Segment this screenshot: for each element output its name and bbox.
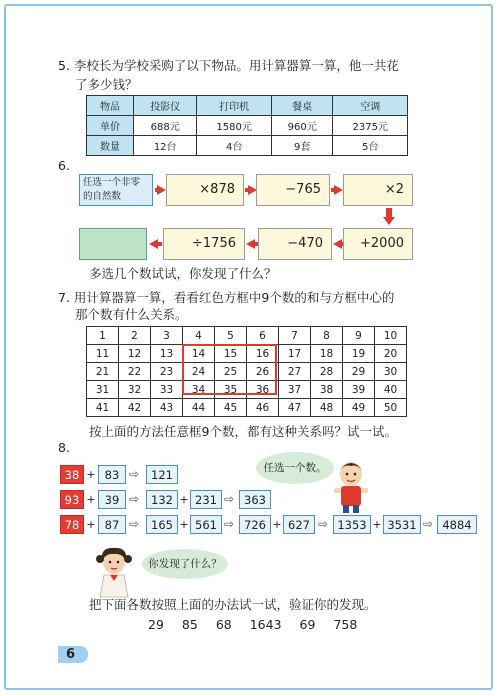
- grid-cell: 47: [279, 399, 311, 417]
- grid-cell: 46: [247, 399, 279, 417]
- arrow-right-icon: ⇨: [224, 492, 235, 506]
- grid-cell: 16: [247, 345, 279, 363]
- table-cell: 12台: [134, 136, 197, 156]
- list-item: 68: [215, 617, 232, 632]
- grid-cell: 2: [119, 327, 151, 345]
- number-box: 39: [98, 490, 126, 509]
- grid-cell: 10: [375, 327, 407, 345]
- number-box: 83: [98, 465, 126, 484]
- q7-text-line2: 那个数有什么关系。: [75, 307, 188, 322]
- page-number: 6: [66, 647, 76, 662]
- grid-cell: 24: [183, 363, 215, 381]
- q6-number: 6.: [58, 158, 70, 173]
- number-box: 363: [239, 490, 271, 509]
- grid-cell: 8: [311, 327, 343, 345]
- grid-cell: 44: [183, 399, 215, 417]
- grid-cell: 50: [375, 399, 407, 417]
- q5-price-table: [86, 95, 408, 156]
- grid-cell: 4: [183, 327, 215, 345]
- grid-cell: 37: [279, 381, 311, 399]
- grid-cell: 40: [375, 381, 407, 399]
- table-cell: 9套: [271, 136, 333, 156]
- grid-cell: 45: [215, 399, 247, 417]
- grid-cell: 42: [119, 399, 151, 417]
- q7-text-line1: 7. 用计算器算一算，看看红色方框中9个数的和与方框中心的: [58, 290, 395, 305]
- q5-text-line1: 5. 李校长为学校采购了以下物品。用计算器算一算，他一共花: [58, 58, 399, 73]
- number-box: 627: [283, 515, 315, 534]
- start-number-box: 38: [60, 465, 84, 484]
- grid-cell: 15: [215, 345, 247, 363]
- q6-result-box: [79, 228, 147, 260]
- arrow-right-icon: ⇨: [129, 517, 140, 531]
- q6-op-box: ÷1756: [163, 228, 245, 260]
- arrow-right-icon: ⇨: [224, 517, 235, 531]
- grid-cell: 35: [215, 381, 247, 399]
- table-header: 空调: [333, 96, 408, 116]
- q8-number-list: [148, 617, 357, 633]
- grid-cell: 49: [343, 399, 375, 417]
- grid-cell: 28: [311, 363, 343, 381]
- q8-number: 8.: [58, 440, 70, 455]
- red-selection-frame: [182, 344, 277, 395]
- grid-cell: 11: [87, 345, 119, 363]
- number-box: 4884: [437, 515, 477, 534]
- number-box: 726: [239, 515, 271, 534]
- plus-sign: +: [179, 493, 189, 506]
- number-box: 87: [98, 515, 126, 534]
- grid-cell: 20: [375, 345, 407, 363]
- grid-cell: 7: [279, 327, 311, 345]
- q6-op-box: +2000: [343, 228, 413, 260]
- grid-cell: 12: [119, 345, 151, 363]
- grid-cell: 41: [87, 399, 119, 417]
- arrow-right-icon: ⇨: [129, 467, 140, 481]
- start-number-box: 78: [60, 515, 84, 534]
- table-header: 物品: [87, 96, 134, 116]
- arrow-right-icon: ⇨: [423, 517, 434, 531]
- table-cell: 1580元: [197, 116, 272, 136]
- grid-cell: 23: [151, 363, 183, 381]
- plus-sign: +: [86, 468, 96, 481]
- list-item: 758: [333, 617, 358, 632]
- number-box: 1353: [333, 515, 371, 534]
- q6-op-box: −765: [256, 174, 330, 206]
- grid-cell: 27: [279, 363, 311, 381]
- table-cell: 4台: [197, 136, 272, 156]
- number-box: 231: [190, 490, 222, 509]
- grid-cell: 38: [311, 381, 343, 399]
- table-header: 投影仪: [134, 96, 197, 116]
- list-item: 1643: [249, 617, 282, 632]
- table-header: 打印机: [197, 96, 272, 116]
- plus-sign: +: [272, 518, 282, 531]
- q6-op-box: −470: [258, 228, 332, 260]
- grid-cell: 39: [343, 381, 375, 399]
- start-number-box: 93: [60, 490, 84, 509]
- speech-bubble-girl: 你发现了什么？: [142, 549, 228, 579]
- q6-start-label: 任选一个非零的自然数: [79, 174, 153, 206]
- grid-cell: 9: [343, 327, 375, 345]
- grid-cell: 32: [119, 381, 151, 399]
- grid-cell: 33: [151, 381, 183, 399]
- table-cell: 688元: [134, 116, 197, 136]
- grid-cell: 30: [375, 363, 407, 381]
- grid-cell: 29: [343, 363, 375, 381]
- number-box: 165: [146, 515, 178, 534]
- plus-sign: +: [372, 518, 382, 531]
- arrow-right-icon: ⇨: [318, 517, 329, 531]
- grid-cell: 13: [151, 345, 183, 363]
- q6-op-box: ×2: [343, 174, 413, 206]
- grid-cell: 14: [183, 345, 215, 363]
- grid-cell: 22: [119, 363, 151, 381]
- plus-sign: +: [179, 518, 189, 531]
- grid-cell: 43: [151, 399, 183, 417]
- grid-cell: 17: [279, 345, 311, 363]
- grid-cell: 6: [247, 327, 279, 345]
- girl-illustration: [92, 545, 136, 601]
- q6-caption: 多选几个数试试，你发现了什么？: [89, 266, 277, 281]
- q6-op-box: ×878: [166, 174, 244, 206]
- speech-bubble-boy: 任选一个数。: [256, 452, 334, 484]
- grid-cell: 25: [215, 363, 247, 381]
- number-box: 3531: [383, 515, 421, 534]
- grid-cell: 48: [311, 399, 343, 417]
- grid-cell: 26: [247, 363, 279, 381]
- arrow-right-icon: [157, 185, 166, 195]
- list-item: 85: [181, 617, 198, 632]
- q7-caption: 按上面的方法任意框9个数，都有这种关系吗？试一试。: [89, 424, 397, 439]
- table-header: 餐桌: [271, 96, 333, 116]
- boy-illustration: [330, 458, 372, 514]
- table-cell: 单价: [87, 116, 134, 136]
- number-box: 561: [190, 515, 222, 534]
- table-cell: 960元: [271, 116, 333, 136]
- grid-cell: 5: [215, 327, 247, 345]
- q8-instruction: 把下面各数按照上面的办法试一试，验证你的发现。: [89, 597, 377, 612]
- grid-cell: 21: [87, 363, 119, 381]
- table-cell: 5台: [333, 136, 408, 156]
- table-row: [87, 327, 407, 345]
- grid-cell: 3: [151, 327, 183, 345]
- arrow-right-icon: [334, 185, 343, 195]
- table-cell: 2375元: [333, 116, 408, 136]
- q5-text-line2: 了多少钱？: [75, 77, 138, 92]
- grid-cell: 1: [87, 327, 119, 345]
- grid-cell: 18: [311, 345, 343, 363]
- grid-cell: 31: [87, 381, 119, 399]
- plus-sign: +: [86, 493, 96, 506]
- grid-cell: 34: [183, 381, 215, 399]
- table-row: [87, 399, 407, 417]
- plus-sign: +: [86, 518, 96, 531]
- grid-cell: 36: [247, 381, 279, 399]
- table-cell: 数量: [87, 136, 134, 156]
- number-box: 132: [146, 490, 178, 509]
- list-item: 69: [299, 617, 316, 632]
- number-box: 121: [146, 465, 178, 484]
- grid-cell: 19: [343, 345, 375, 363]
- list-item: 29: [148, 617, 164, 632]
- arrow-right-icon: ⇨: [129, 492, 140, 506]
